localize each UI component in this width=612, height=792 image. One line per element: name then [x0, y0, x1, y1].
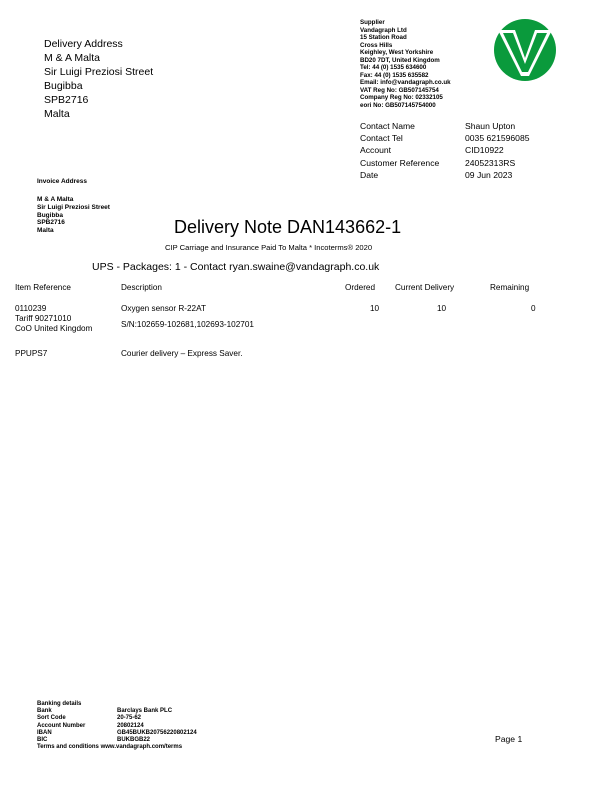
terms-link[interactable]: www.vandagraph.com/terms [100, 744, 183, 751]
header-description: Description [121, 283, 162, 292]
account-value: CID10922 [465, 145, 504, 156]
contact-row [360, 132, 530, 144]
account-number-value: 20802124 [117, 722, 144, 729]
item-tariff: Tariff 90271010 [15, 314, 72, 323]
supplier-block [360, 19, 451, 109]
supplier-line: Email: info@vandagraph.co.uk [360, 79, 451, 86]
customer-reference-value: 24052313RS [465, 157, 516, 168]
delivery-address-line: Sir Luigi Preziosi Street [44, 66, 154, 78]
invoice-address [37, 196, 110, 235]
account-label: Account [360, 145, 392, 156]
item-country-of-origin: CoO United Kingdom [15, 324, 93, 333]
terms-and-conditions [37, 744, 197, 751]
item-current-delivery: 10 [437, 304, 447, 313]
supplier-line: 15 Station Road [360, 34, 407, 41]
bank-value: Barclays Bank PLC [117, 708, 173, 715]
incoterms-subtitle: CIP Carriage and Insurance Paid To Malta * Incoterms® 2020 [165, 243, 373, 252]
invoice-address-line: Sir Luigi Preziosi Street [37, 203, 110, 211]
supplier-line: Keighley, West Yorkshire [360, 49, 434, 56]
contact-row [360, 144, 530, 156]
item-reference: 0110239 [15, 304, 47, 313]
item-serial-numbers: S/N:102659-102681,102693-102701 [121, 320, 254, 329]
date-label: Date [360, 169, 379, 180]
supplier-line: Cross Hills [360, 41, 393, 49]
contact-row [360, 169, 530, 181]
delivery-address-line: SPB2716 [44, 94, 89, 106]
bic-label: BIC [37, 737, 48, 744]
sort-code-label: Sort Code [37, 715, 66, 722]
banking-details [37, 701, 197, 751]
contact-row [360, 120, 530, 132]
bank-label: Bank [37, 708, 52, 715]
header-current-delivery: Current Delivery [395, 283, 455, 292]
item-remaining: 0 [531, 304, 536, 313]
delivery-address-label: Delivery Address [44, 38, 123, 50]
supplier-line: Supplier [360, 19, 385, 26]
supplier-line: eori No: GB507145754000 [360, 101, 436, 109]
item-description: Oxygen sensor R-22AT [121, 304, 206, 313]
delivery-address-line: Bugibba [44, 80, 83, 92]
header-remaining: Remaining [490, 283, 530, 292]
item-ordered: 10 [370, 304, 380, 313]
item-description: Courier delivery – Express Saver. [121, 349, 243, 358]
delivery-address-line: Malta [44, 108, 70, 120]
item-reference: PPUPS7 [15, 349, 48, 358]
bic-value: BUKBGB22 [117, 737, 151, 744]
date-value: 09 Jun 2023 [465, 169, 513, 180]
contact-name-label: Contact Name [360, 121, 415, 131]
delivery-address [44, 37, 153, 121]
terms-label: Terms and conditions [37, 744, 99, 751]
supplier-line: Vandagraph Ltd [360, 26, 407, 34]
iban-label: IBAN [37, 729, 52, 736]
header-ordered: Ordered [345, 283, 376, 292]
supplier-line: Tel: 44 (0) 1535 634600 [360, 64, 427, 71]
page-number: Page 1 [495, 734, 523, 744]
item-reference-cell [15, 304, 92, 334]
supplier-line: BD20 7DT, United Kingdom [360, 56, 440, 64]
invoice-address-line: M & A Malta [37, 196, 74, 203]
account-number-label: Account Number [37, 722, 86, 729]
customer-reference-label: Customer Reference [360, 157, 440, 168]
supplier-line: Company Reg No: 02332105 [360, 94, 443, 101]
header-item-reference: Item Reference [15, 283, 71, 292]
item-description-cell [121, 304, 254, 330]
sort-code-value: 20-75-62 [117, 715, 142, 722]
contact-tel-label: Contact Tel [360, 133, 403, 144]
banking-heading: Banking details [37, 701, 82, 707]
contact-row [360, 157, 530, 169]
vandagraph-v-logo-icon [493, 18, 557, 82]
contact-details [360, 120, 530, 181]
invoice-address-label: Invoice Address [37, 178, 87, 185]
delivery-address-line: M & A Malta [44, 52, 101, 64]
contact-name-value: Shaun Upton [465, 121, 516, 131]
iban-value: GB45BUKB20756220802124 [117, 729, 197, 736]
contact-tel-value: 0035 621596085 [465, 133, 530, 144]
invoice-address-line: SPB2716 [37, 219, 65, 227]
invoice-address-line: Bugibba [37, 211, 63, 219]
invoice-address-line: Malta [37, 227, 54, 235]
supplier-line: VAT Reg No: GB507145754 [360, 86, 439, 94]
shipping-info: UPS - Packages: 1 - Contact ryan.swaine@vandagraph.co.uk [92, 261, 380, 273]
document-title: Delivery Note DAN143662-1 [174, 217, 402, 237]
supplier-line: Fax: 44 (0) 1535 635582 [360, 71, 429, 79]
